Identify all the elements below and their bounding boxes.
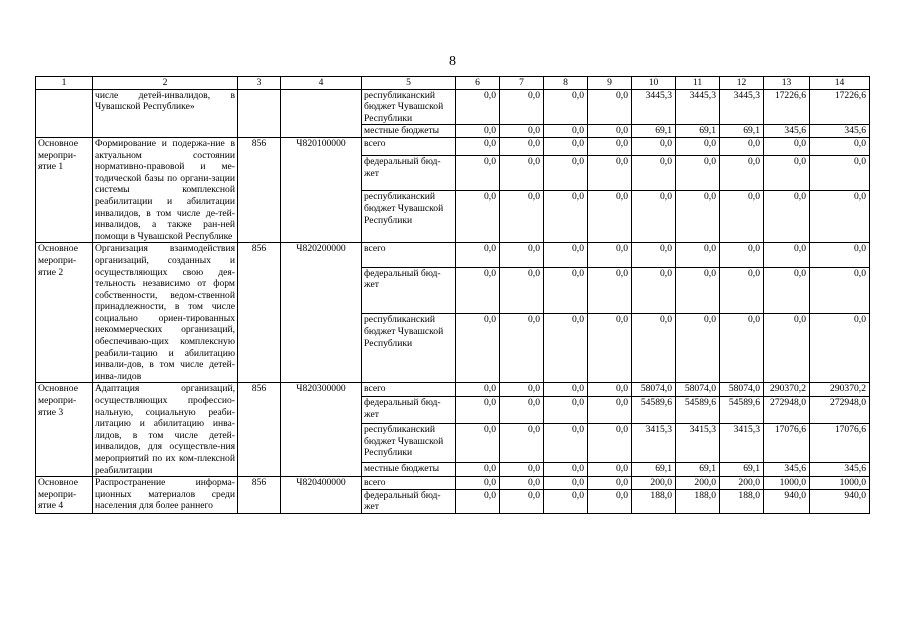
header-row xyxy=(36,77,870,90)
activity-label: Основное меропри-ятие 1 xyxy=(36,137,93,242)
amount-cell: 0,0 xyxy=(456,89,500,125)
amount-cell: 3445,3 xyxy=(632,89,676,125)
amount-cell: 0,0 xyxy=(544,477,588,490)
budget-code xyxy=(281,89,362,137)
amount-cell: 3445,3 xyxy=(676,89,720,125)
activity-label xyxy=(36,89,93,137)
amount-cell: 0,0 xyxy=(456,397,500,424)
amount-cell: 0,0 xyxy=(544,191,588,243)
amount-cell: 0,0 xyxy=(810,243,870,267)
activity-name: Организация взаимодействия организаций, созданных и осуществляющих свою дея-тельность независимо от форм собственности, ведом-ственной принадлежности, в том числе социально ориен-тированных некоммерческих организаций, обеспечиваю-щих комплексную реабили-тацию и абилитацию инвали-дов, в том числе детей-инва-лидов xyxy=(93,243,238,383)
amount-cell: 200,0 xyxy=(632,477,676,490)
amount-cell: 0,0 xyxy=(588,137,632,155)
amount-cell: 0,0 xyxy=(676,267,720,314)
amount-cell: 0,0 xyxy=(500,477,544,490)
amount-cell: 188,0 xyxy=(720,489,764,513)
amount-cell: 0,0 xyxy=(588,423,632,462)
amount-cell: 0,0 xyxy=(544,137,588,155)
amount-cell: 0,0 xyxy=(764,191,810,243)
amount-cell: 345,6 xyxy=(764,125,810,138)
activity-name: Формирование и подержа-ние в актуальном состоянии нормативно-правовой и ме-тодической базы по органи-зации системы комплексной реабилитации и абилитации инвалидов, в том числе де-тей-инвалидов, а также ран-ней помощи в Чувашской Республике xyxy=(93,137,238,242)
table-row xyxy=(36,243,870,267)
amount-cell: 0,0 xyxy=(456,125,500,138)
amount-cell: 0,0 xyxy=(588,156,632,191)
amount-cell: 345,6 xyxy=(810,463,870,477)
amount-cell: 0,0 xyxy=(676,191,720,243)
column-number: 13 xyxy=(764,77,810,90)
amount-cell: 0,0 xyxy=(500,267,544,314)
amount-cell: 0,0 xyxy=(456,243,500,267)
amount-cell: 290370,2 xyxy=(764,383,810,397)
amount-cell: 58074,0 xyxy=(720,383,764,397)
amount-cell: 69,1 xyxy=(676,125,720,138)
amount-cell: 0,0 xyxy=(456,137,500,155)
amount-cell: 0,0 xyxy=(456,191,500,243)
funding-source: республиканский бюджет Чувашской Республики xyxy=(362,314,456,383)
budget-code: Ч820200000 xyxy=(281,243,362,383)
amount-cell: 0,0 xyxy=(764,267,810,314)
budget-code: Ч820400000 xyxy=(281,477,362,514)
amount-cell: 0,0 xyxy=(764,137,810,155)
amount-cell: 54589,6 xyxy=(676,397,720,424)
amount-cell: 69,1 xyxy=(720,463,764,477)
amount-cell: 0,0 xyxy=(456,156,500,191)
amount-cell: 0,0 xyxy=(810,156,870,191)
amount-cell: 3415,3 xyxy=(720,423,764,462)
amount-cell: 0,0 xyxy=(764,156,810,191)
amount-cell: 345,6 xyxy=(764,463,810,477)
amount-cell: 0,0 xyxy=(588,125,632,138)
amount-cell: 0,0 xyxy=(544,314,588,383)
budget-code: Ч820100000 xyxy=(281,137,362,242)
amount-cell: 1000,0 xyxy=(764,477,810,490)
funding-source: всего xyxy=(362,383,456,397)
amount-cell: 0,0 xyxy=(456,314,500,383)
table-row xyxy=(36,383,870,397)
amount-cell: 0,0 xyxy=(810,191,870,243)
amount-cell: 17226,6 xyxy=(810,89,870,125)
funding-source: республиканский бюджет Чувашской Республики xyxy=(362,191,456,243)
amount-cell: 290370,2 xyxy=(810,383,870,397)
amount-cell: 0,0 xyxy=(632,191,676,243)
amount-cell: 0,0 xyxy=(456,267,500,314)
amount-cell: 0,0 xyxy=(500,423,544,462)
amount-cell: 3415,3 xyxy=(676,423,720,462)
amount-cell: 69,1 xyxy=(720,125,764,138)
amount-cell: 0,0 xyxy=(810,314,870,383)
amount-cell: 0,0 xyxy=(632,137,676,155)
amount-cell: 0,0 xyxy=(544,463,588,477)
amount-cell: 0,0 xyxy=(632,243,676,267)
amount-cell: 200,0 xyxy=(720,477,764,490)
amount-cell: 940,0 xyxy=(810,489,870,513)
funding-source: всего xyxy=(362,243,456,267)
amount-cell: 0,0 xyxy=(676,243,720,267)
activity-name: числе детей-инвалидов, в Чувашской Республике» xyxy=(93,89,238,137)
amount-cell: 0,0 xyxy=(544,125,588,138)
funding-source: местные бюджеты xyxy=(362,125,456,138)
funding-source: федеральный бюд-жет xyxy=(362,489,456,513)
amount-cell: 0,0 xyxy=(500,156,544,191)
amount-cell: 0,0 xyxy=(720,267,764,314)
amount-cell: 69,1 xyxy=(632,463,676,477)
amount-cell: 69,1 xyxy=(632,125,676,138)
amount-cell: 0,0 xyxy=(588,477,632,490)
amount-cell: 0,0 xyxy=(544,489,588,513)
grbs-code: 856 xyxy=(238,243,281,383)
amount-cell: 0,0 xyxy=(588,463,632,477)
amount-cell: 58074,0 xyxy=(676,383,720,397)
activity-label: Основное меропри-ятие 2 xyxy=(36,243,93,383)
column-number: 1 xyxy=(36,77,93,90)
amount-cell: 0,0 xyxy=(544,383,588,397)
funding-source: федеральный бюд-жет xyxy=(362,156,456,191)
amount-cell: 0,0 xyxy=(544,423,588,462)
amount-cell: 272948,0 xyxy=(810,397,870,424)
amount-cell: 0,0 xyxy=(544,267,588,314)
amount-cell: 188,0 xyxy=(676,489,720,513)
amount-cell: 0,0 xyxy=(588,314,632,383)
amount-cell: 0,0 xyxy=(456,477,500,490)
amount-cell: 0,0 xyxy=(500,191,544,243)
amount-cell: 0,0 xyxy=(500,243,544,267)
column-number: 5 xyxy=(362,77,456,90)
amount-cell: 0,0 xyxy=(588,383,632,397)
column-number: 10 xyxy=(632,77,676,90)
amount-cell: 0,0 xyxy=(588,489,632,513)
amount-cell: 0,0 xyxy=(500,397,544,424)
amount-cell: 0,0 xyxy=(588,243,632,267)
column-number: 11 xyxy=(676,77,720,90)
funding-source: федеральный бюд-жет xyxy=(362,397,456,424)
budget-table xyxy=(35,76,870,514)
budget-code: Ч820300000 xyxy=(281,383,362,477)
table-row xyxy=(36,89,870,125)
amount-cell: 0,0 xyxy=(500,463,544,477)
amount-cell: 940,0 xyxy=(764,489,810,513)
amount-cell: 0,0 xyxy=(544,89,588,125)
amount-cell: 0,0 xyxy=(720,314,764,383)
amount-cell: 0,0 xyxy=(456,383,500,397)
column-number: 3 xyxy=(238,77,281,90)
amount-cell: 0,0 xyxy=(810,137,870,155)
activity-label: Основное меропри-ятие 4 xyxy=(36,477,93,514)
amount-cell: 0,0 xyxy=(456,489,500,513)
activity-label: Основное меропри-ятие 3 xyxy=(36,383,93,477)
amount-cell: 0,0 xyxy=(544,156,588,191)
funding-source: всего xyxy=(362,477,456,490)
amount-cell: 272948,0 xyxy=(764,397,810,424)
activity-name: Адаптация организаций, осуществляющих профессио-нальную, социальную реаби-литацию и абилитацию инва-лидов, в том числе детей-инвалидов, для осуществле-ния мероприятий по их ком-плексной реабилитации xyxy=(93,383,238,477)
amount-cell: 0,0 xyxy=(500,125,544,138)
amount-cell: 200,0 xyxy=(676,477,720,490)
amount-cell: 3415,3 xyxy=(632,423,676,462)
amount-cell: 0,0 xyxy=(500,383,544,397)
funding-source: федеральный бюд-жет xyxy=(362,267,456,314)
amount-cell: 3445,3 xyxy=(720,89,764,125)
column-number: 14 xyxy=(810,77,870,90)
funding-source: республиканский бюджет Чувашской Республики xyxy=(362,89,456,125)
amount-cell: 0,0 xyxy=(720,243,764,267)
amount-cell: 0,0 xyxy=(588,267,632,314)
amount-cell: 0,0 xyxy=(676,314,720,383)
amount-cell: 0,0 xyxy=(588,397,632,424)
activity-name: Распространение информа-ционных материалов среди населения для более раннего xyxy=(93,477,238,514)
amount-cell: 0,0 xyxy=(456,423,500,462)
amount-cell: 0,0 xyxy=(456,463,500,477)
amount-cell: 69,1 xyxy=(676,463,720,477)
funding-source: всего xyxy=(362,137,456,155)
grbs-code: 856 xyxy=(238,477,281,514)
amount-cell: 17076,6 xyxy=(764,423,810,462)
column-number: 4 xyxy=(281,77,362,90)
funding-source: республиканский бюджет Чувашской Республики xyxy=(362,423,456,462)
amount-cell: 1000,0 xyxy=(810,477,870,490)
amount-cell: 0,0 xyxy=(676,156,720,191)
grbs-code xyxy=(238,89,281,137)
amount-cell: 0,0 xyxy=(764,314,810,383)
column-number: 8 xyxy=(544,77,588,90)
amount-cell: 54589,6 xyxy=(720,397,764,424)
funding-source: местные бюджеты xyxy=(362,463,456,477)
amount-cell: 188,0 xyxy=(632,489,676,513)
amount-cell: 0,0 xyxy=(720,156,764,191)
amount-cell: 0,0 xyxy=(500,314,544,383)
amount-cell: 0,0 xyxy=(500,137,544,155)
grbs-code: 856 xyxy=(238,383,281,477)
amount-cell: 17076,6 xyxy=(810,423,870,462)
column-number: 2 xyxy=(93,77,238,90)
amount-cell: 0,0 xyxy=(764,243,810,267)
grbs-code: 856 xyxy=(238,137,281,242)
amount-cell: 58074,0 xyxy=(632,383,676,397)
amount-cell: 0,0 xyxy=(500,489,544,513)
column-number: 12 xyxy=(720,77,764,90)
amount-cell: 345,6 xyxy=(810,125,870,138)
table-row xyxy=(36,137,870,155)
column-number: 6 xyxy=(456,77,500,90)
amount-cell: 0,0 xyxy=(500,89,544,125)
amount-cell: 0,0 xyxy=(676,137,720,155)
column-number: 9 xyxy=(588,77,632,90)
amount-cell: 0,0 xyxy=(632,267,676,314)
column-number: 7 xyxy=(500,77,544,90)
amount-cell: 0,0 xyxy=(544,397,588,424)
amount-cell: 0,0 xyxy=(588,191,632,243)
amount-cell: 0,0 xyxy=(632,156,676,191)
amount-cell: 17226,6 xyxy=(764,89,810,125)
amount-cell: 54589,6 xyxy=(632,397,676,424)
amount-cell: 0,0 xyxy=(720,191,764,243)
amount-cell: 0,0 xyxy=(588,89,632,125)
amount-cell: 0,0 xyxy=(810,267,870,314)
amount-cell: 0,0 xyxy=(544,243,588,267)
amount-cell: 0,0 xyxy=(632,314,676,383)
amount-cell: 0,0 xyxy=(720,137,764,155)
table-row xyxy=(36,477,870,490)
page-number: 8 xyxy=(449,54,456,69)
